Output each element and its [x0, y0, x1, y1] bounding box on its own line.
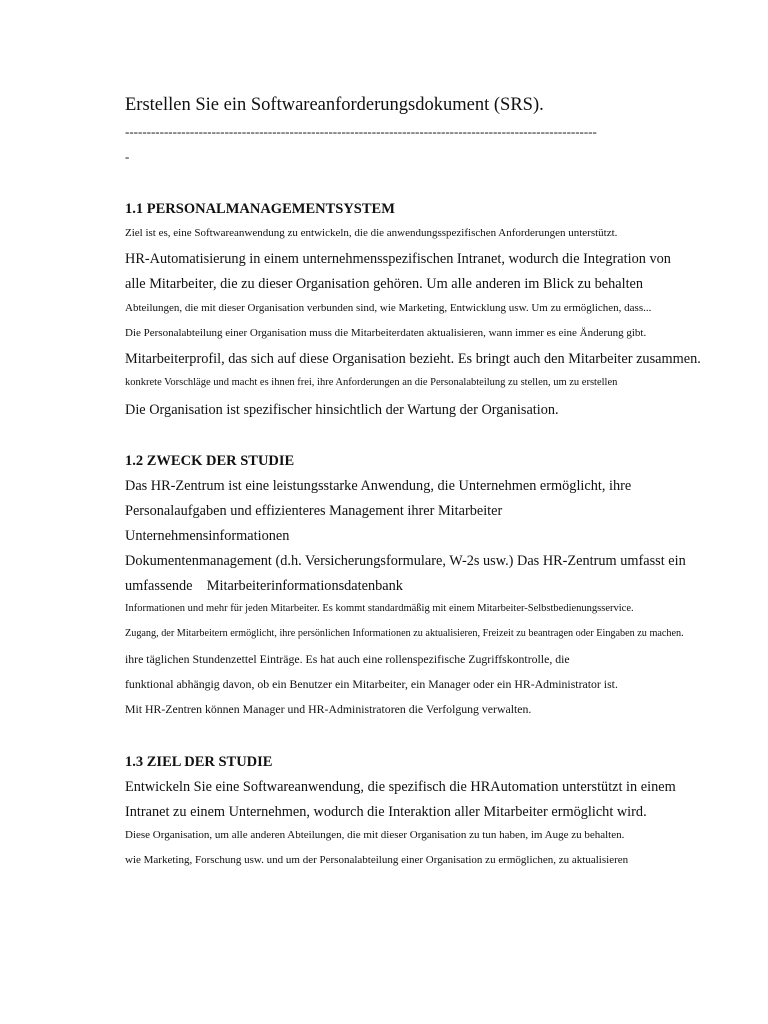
section-1-2-line: Personalaufgaben und effizienteres Management ihrer Mitarbeiter — [125, 503, 503, 519]
section-1-1-line: Abteilungen, die mit dieser Organisation verbunden sind, wie Marketing, Entwicklung usw. Um zu ermöglichen, dass... — [125, 302, 652, 314]
separator-line-tail: - — [125, 149, 130, 164]
section-1-1-line: Die Personalabteilung einer Organisation muss die Mitarbeiterdaten aktualisieren, wann immer es eine Änderung gibt. — [125, 327, 647, 339]
section-1-2-line: Zugang, der Mitarbeitern ermöglicht, ihre persönlichen Informationen zu aktualisieren, Freizeit zu beantragen oder Eingaben zu machen. — [125, 628, 684, 639]
section-heading-1-3: 1.3 ZIEL DER STUDIE — [125, 754, 273, 770]
section-1-2-line: Mit HR-Zentren können Manager und HR-Administratoren die Verfolgung verwalten. — [125, 702, 532, 716]
section-heading-1-1: 1.1 PERSONALMANAGEMENTSYSTEM — [125, 201, 395, 217]
section-1-2-line: Unternehmensinformationen — [125, 528, 290, 544]
section-1-2-line: Dokumentenmanagement (d.h. Versicherungsformulare, W-2s usw.) Das HR-Zentrum umfasst ein — [125, 553, 686, 569]
section-1-1-line: HR-Automatisierung in einem unternehmensspezifischen Intranet, wodurch die Integration von — [125, 251, 671, 267]
section-1-3-line: wie Marketing, Forschung usw. und um der Personalabteilung einer Organisation zu ermöglichen, zu aktualisieren — [125, 854, 629, 866]
section-1-3-line: Diese Organisation, um alle anderen Abteilungen, die mit dieser Organisation zu tun haben, im Auge zu behalten. — [125, 829, 625, 841]
section-heading-1-2: 1.2 ZWECK DER STUDIE — [125, 453, 295, 469]
section-1-1-line: Die Organisation ist spezifischer hinsichtlich der Wartung der Organisation. — [125, 402, 559, 418]
section-1-1-line: alle Mitarbeiter, die zu dieser Organisation gehören. Um alle anderen im Blick zu behalten — [125, 276, 644, 292]
section-1-1-line: Mitarbeiterprofil, das sich auf diese Organisation bezieht. Es bringt auch den Mitarbeiter zusammen. — [125, 351, 701, 367]
section-1-2-line: ihre täglichen Stundenzettel Einträge. Es hat auch eine rollenspezifische Zugriffskontrolle, die — [125, 652, 570, 666]
section-1-2-line: Informationen und mehr für jeden Mitarbeiter. Es kommt standardmäßig mit einem Mitarbeiter-Selbstbedienungsservice. — [125, 603, 634, 614]
section-1-3-line: Intranet zu einem Unternehmen, wodurch die Interaktion aller Mitarbeiter ermöglicht wird. — [125, 804, 647, 820]
separator-line: ------------------------------------------------------------------------------------------------------------- — [125, 124, 597, 139]
section-1-1-line: konkrete Vorschläge und macht es ihnen frei, ihre Anforderungen an die Personalabteilung zu stellen, um zu erstellen — [125, 377, 618, 388]
section-1-2-line: umfassende Mitarbeiterinformationsdatenbank — [125, 578, 403, 594]
document-title: Erstellen Sie ein Softwareanforderungsdokument (SRS). — [125, 95, 544, 115]
section-1-1-line: Ziel ist es, eine Softwareanwendung zu entwickeln, die die anwendungsspezifischen Anforderungen unterstützt. — [125, 227, 618, 239]
section-1-2-line: Das HR-Zentrum ist eine leistungsstarke Anwendung, die Unternehmen ermöglicht, ihre — [125, 478, 632, 494]
section-1-2-line: funktional abhängig davon, ob ein Benutzer ein Mitarbeiter, ein Manager oder ein HR-Administrator ist. — [125, 677, 618, 691]
section-1-3-line: Entwickeln Sie eine Softwareanwendung, die spezifisch die HRAutomation unterstützt in einem — [125, 779, 676, 795]
